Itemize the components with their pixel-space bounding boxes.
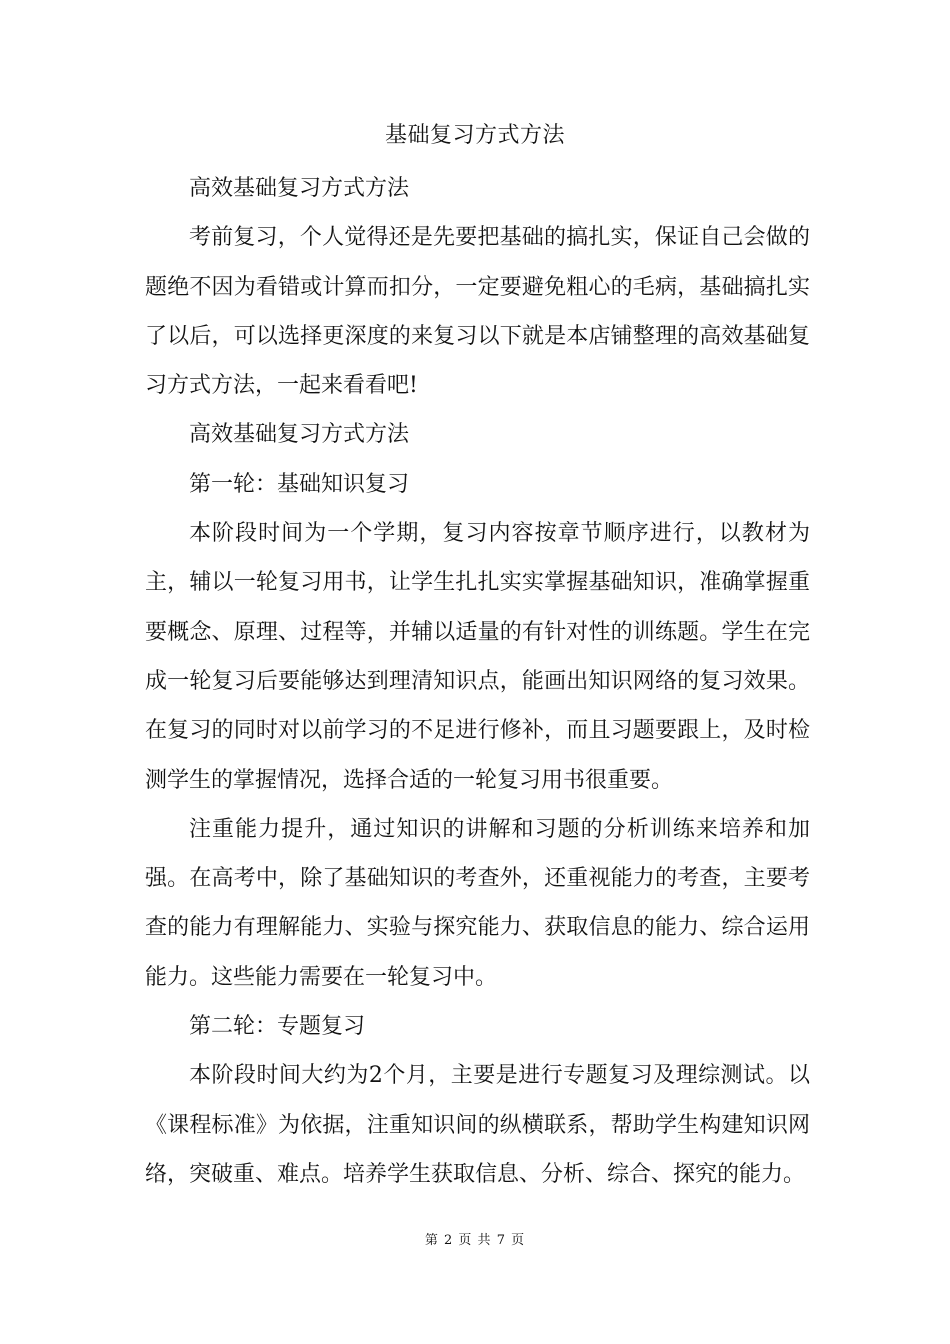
paragraph-subtitle: 高效基础复习方式方法 (189, 176, 410, 201)
paragraph-intro: 考前复习，个人觉得还是先要把基础的搞扎实，保证自己会做的题绝不因为看错或计算而扣分，一定要避免粗心的毛病，基础搞扎实了以后，可以选择更深度的来复习以下就是本店铺整理的高效基础复习方式方法，一起来看看吧! (145, 225, 810, 399)
paragraph-round-two-body: 本阶段时间大约为2个月，主要是进行专题复习及理综测试。以《课程标准》为依据，注重知识间的纵横联系，帮助学生构建知识网络，突破重、难点。培养学生获取信息、分析、综合、探究的能力。 (145, 1063, 810, 1187)
page-number-footer: 第 2 页 共 7 页 (424, 1233, 526, 1248)
paragraph-subtitle-repeat: 高效基础复习方式方法 (189, 422, 410, 448)
paragraph-round-one-heading: 第一轮：基础知识复习 (189, 471, 410, 497)
paragraph-round-one-body: 本阶段时间为一个学期，复习内容按章节顺序进行，以教材为主，辅以一轮复习用书，让学生扎扎实实掌握基础知识，准确掌握重要概念、原理、过程等，并辅以适量的有针对性的训练题。学生在完成一轮复习后要能够达到理清知识点，能画出知识网络的复习效果。在复习的同时对以前学习的不足进行修补，而且习题要跟上，及时检测学生的掌握情况，选择合适的一轮复习用书很重要。 (145, 521, 810, 793)
paragraph-round-two-heading: 第二轮：专题复习 (189, 1014, 366, 1040)
page-title: 基础复习方式方法 (384, 123, 565, 148)
paragraph-ability: 注重能力提升，通过知识的讲解和习题的分析训练来培养和加强。在高考中，除了基础知识的考查外，还重视能力的考查，主要考查的能力有理解能力、实验与探究能力、获取信息的能力、综合运用能力。这些能力需要在一轮复习中。 (145, 816, 810, 990)
document-body (145, 164, 810, 1199)
